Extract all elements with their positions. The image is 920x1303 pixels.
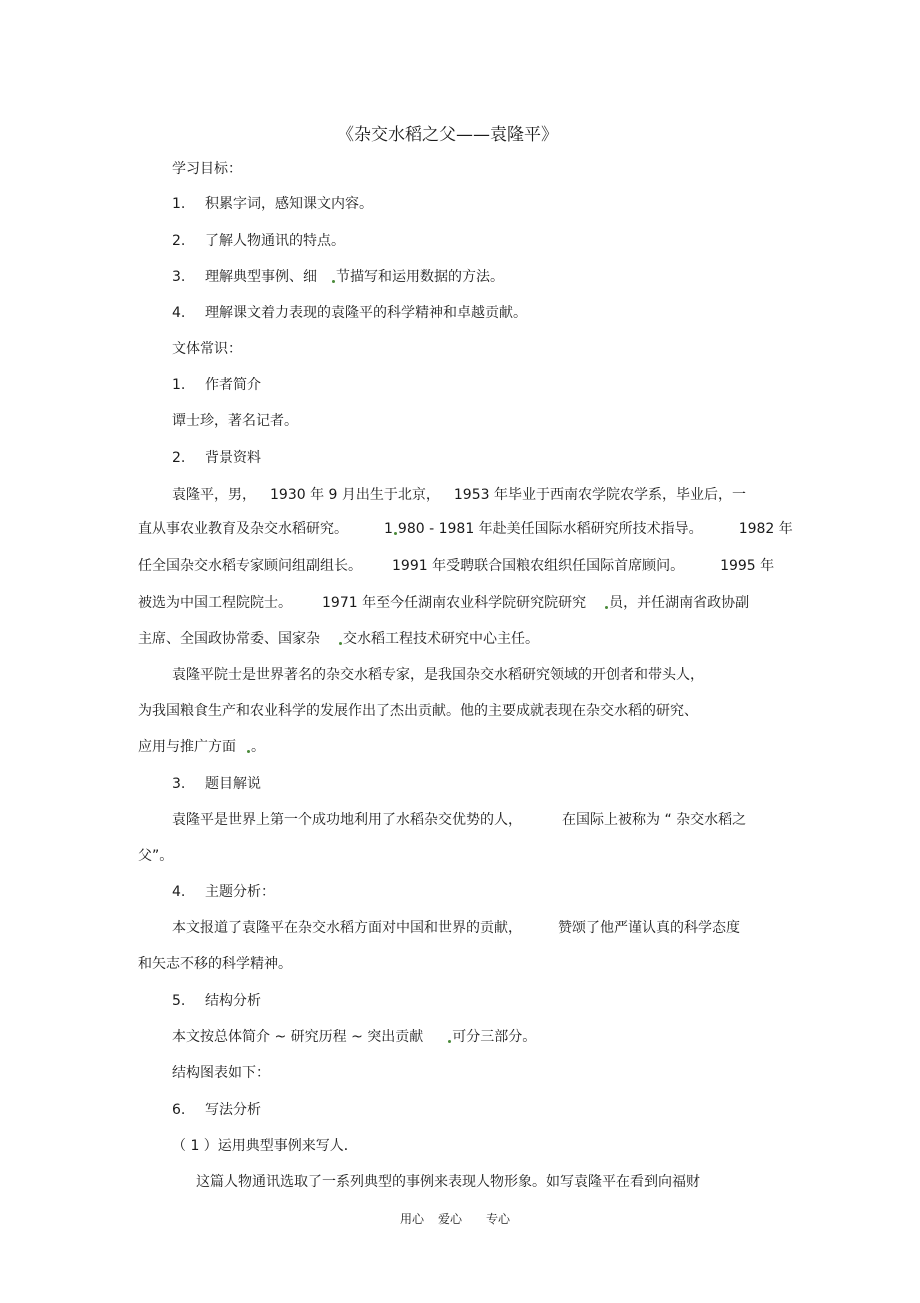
paragraph-line: 为我国粮食生产和农业科学的发展作出了杰出贡献。他的主要成就表现在杂交水稻的研究、 [138,703,698,719]
paragraph-line [138,519,793,539]
text-run: 任全国杂交水稻专家顾问组副组长。 [138,558,362,574]
goal-number: 3. [172,269,186,285]
goal-number: 2. [172,233,186,249]
section-title: 结构分析 [205,993,261,1009]
section-number: 5. [172,993,186,1009]
artifact-dot [339,642,342,645]
section-title: 主题分析： [205,884,275,900]
goals-heading: 学习目标： [172,161,242,177]
text-run: 1991 年受聘联合国粮农组织任国际首席顾问。 [392,558,685,574]
paragraph-line: 袁隆平院士是世界著名的杂交水稻专家，是我国杂交水稻研究领域的开创者和带头人， [172,667,704,683]
text-run: 可分三部分。 [452,1029,537,1045]
text-run: 1 [384,521,393,537]
section-number: 1. [172,377,186,393]
artifact-dot [448,1040,451,1043]
paragraph-line [138,629,539,649]
goal-item [172,267,504,287]
paragraph-line [138,593,749,613]
goal-text: 节描写和运用数据的方法。 [336,269,504,285]
section-number: 4. [172,884,186,900]
text-run: 交水稻工程技术研究中心主任。 [343,631,539,647]
goal-text: 了解人物通讯的特点。 [205,233,345,249]
text-run: 1930 年 9 月出生于北京， [270,487,440,503]
footer-text: 用心 [400,1212,425,1226]
goal-item [172,194,373,214]
section-title: 作者简介 [205,377,261,393]
artifact-dot [332,280,335,283]
sub-heading: （ 1 ）运用典型事例来写人． [172,1138,358,1154]
text-run: 直从事农业教育及杂交水稻研究。 [138,521,348,537]
goal-text: 理解典型事例、细 [205,269,317,285]
text-run: 赞颂了他严谨认真的科学态度 [558,920,740,936]
artifact-dot [394,532,397,535]
section-heading [172,448,261,468]
section-heading [172,991,261,1011]
text-run: 1995 年 [720,558,775,574]
section-heading [172,1100,261,1120]
section-heading [172,882,275,902]
goal-item [172,231,345,251]
author-text: 谭士珍，著名记者。 [172,413,298,429]
goal-text: 积累字词，感知课文内容。 [205,196,373,212]
artifact-dot [247,750,250,753]
section-title: 背景资料 [205,450,261,466]
text-run: 员，并任湖南省政协副 [609,595,750,611]
goal-number: 4. [172,305,186,321]
text-run: 1982 年 [738,521,793,537]
text-run: 袁隆平是世界上第一个成功地利用了水稻杂交优势的人， [172,812,522,828]
page-title: 《杂交水稻之父——袁隆平》 [337,125,558,145]
section-number: 6. [172,1102,186,1118]
goal-number: 1. [172,196,186,212]
section-heading [172,774,261,794]
text-run: 980 - 1981 年赴美任国际水稻研究所技术指导。 [397,521,703,537]
section-title: 写法分析 [205,1102,261,1118]
footer-text: 专心 [486,1212,511,1226]
text-run: 在国际上被称为 “ 杂交水稻之 [562,812,747,828]
page-footer [400,1209,510,1229]
paragraph-line: 结构图表如下： [172,1065,270,1081]
goal-item [172,303,527,323]
section-number: 2. [172,450,186,466]
section-number: 3. [172,776,186,792]
style-heading: 文体常识： [172,341,242,357]
section-title: 题目解说 [205,776,261,792]
text-run: 袁隆平，男， [172,487,256,503]
paragraph-line: 和矢志不移的科学精神。 [138,956,292,972]
text-run: 主席、全国政协常委、国家杂 [138,631,320,647]
text-run: 应用与推广方面 [138,739,236,755]
paragraph-line [138,737,265,757]
paragraph-line [172,1027,536,1047]
paragraph-line [172,918,740,938]
text-run: 1953 年毕业于西南农学院农学系，毕业后，一 [453,487,746,503]
paragraph-line [172,485,746,505]
footer-text: 爱心 [438,1212,463,1226]
text-run: 1971 年至今任湖南农业科学院研究院研究 [322,595,587,611]
text-run: 。 [251,739,265,755]
text-run: 本文按总体简介 ~ 研究历程 ~ 突出贡献 [172,1029,424,1045]
text-run: 本文报道了袁隆平在杂交水稻方面对中国和世界的贡献， [172,920,522,936]
text-run: 被选为中国工程院院士。 [138,595,292,611]
paragraph-line [172,810,746,830]
paragraph-line [138,556,774,576]
goal-text: 理解课文着力表现的袁隆平的科学精神和卓越贡献。 [205,305,527,321]
artifact-dot [605,606,608,609]
paragraph-line: 父”。 [138,848,174,864]
paragraph-line: 这篇人物通讯选取了一系列典型的事例来表现人物形象。如写袁隆平在看到向福财 [196,1174,700,1190]
section-heading [172,375,261,395]
